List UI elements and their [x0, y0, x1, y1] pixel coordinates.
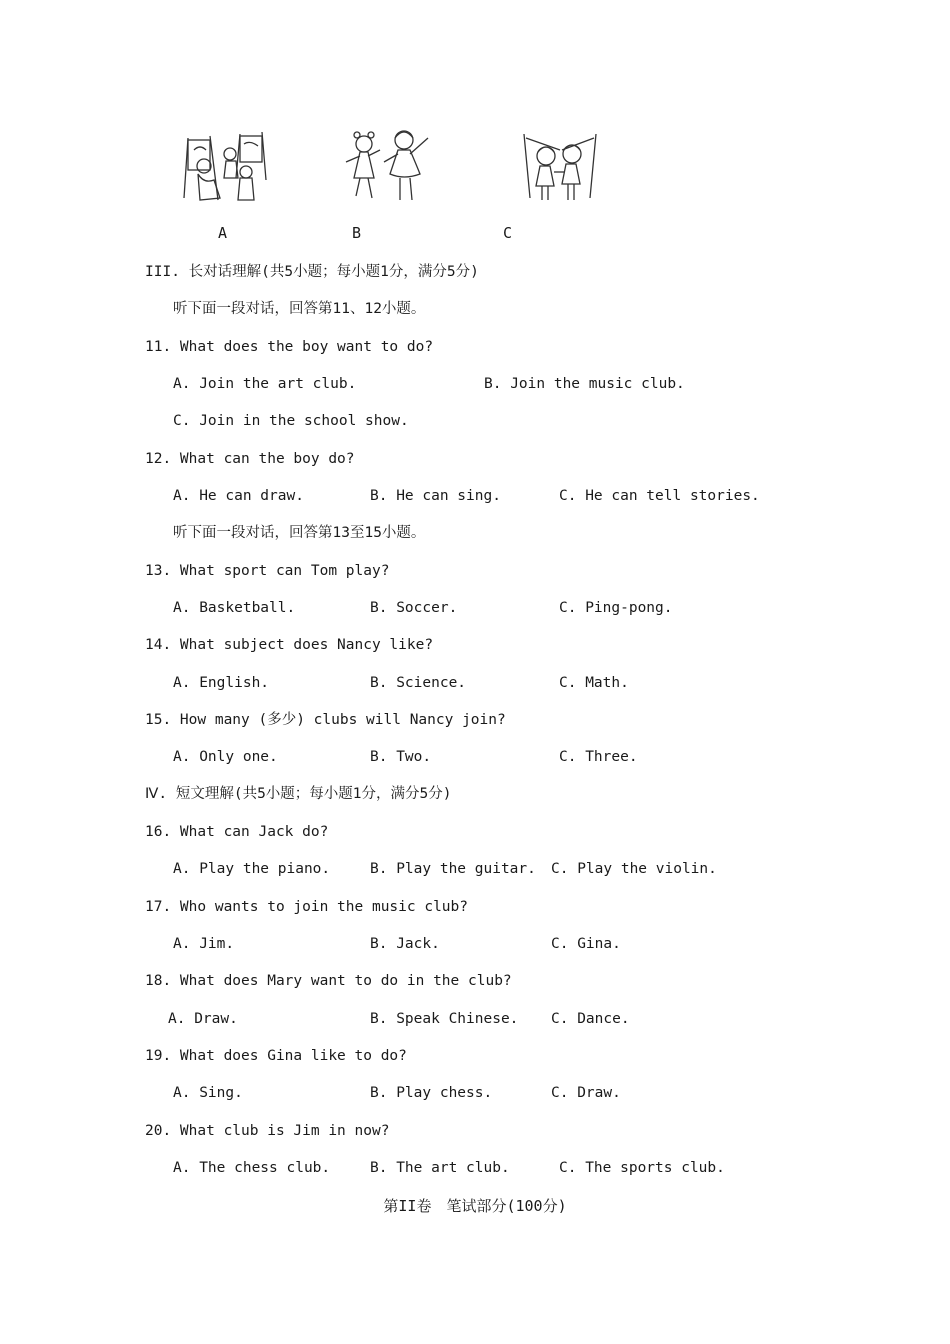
question-13-option-a: A. Basketball. — [173, 600, 296, 616]
question-14-option-c: C. Math. — [559, 675, 629, 691]
question-11-option-c: C. Join in the school show. — [173, 413, 409, 429]
question-14: 14. What subject does Nancy like? — [145, 637, 434, 653]
dancing-children-icon — [340, 128, 440, 208]
question-18: 18. What does Mary want to do in the club? — [145, 973, 512, 989]
question-20-option-a: A. The chess club. — [173, 1160, 331, 1176]
question-20: 20. What club is Jim in now? — [145, 1123, 390, 1139]
section-3-title: III. 长对话理解(共5小题；每小题1分，满分5分) — [145, 264, 479, 280]
question-19: 19. What does Gina like to do? — [145, 1048, 407, 1064]
picture-label-c: C — [503, 224, 513, 242]
singing-children-icon — [520, 128, 600, 208]
question-19-option-c: C. Draw. — [551, 1085, 621, 1101]
question-15-option-a: A. Only one. — [173, 749, 278, 765]
question-14-option-b: B. Science. — [370, 675, 467, 691]
question-12-option-b: B. He can sing. — [370, 488, 501, 504]
picture-options — [0, 128, 950, 208]
section-3-instruction-1: 听下面一段对话，回答第11、12小题。 — [173, 301, 426, 317]
question-13: 13. What sport can Tom play? — [145, 563, 390, 579]
picture-label-b: B — [352, 224, 362, 242]
question-13-option-c: C. Ping-pong. — [559, 600, 673, 616]
question-19-option-a: A. Sing. — [173, 1085, 243, 1101]
question-13-option-b: B. Soccer. — [370, 600, 458, 616]
painting-children-icon — [180, 128, 270, 208]
question-17-option-c: C. Gina. — [551, 936, 621, 952]
question-15-option-c: C. Three. — [559, 749, 638, 765]
question-20-option-c: C. The sports club. — [559, 1160, 725, 1176]
question-11-option-b: B. Join the music club. — [484, 376, 685, 392]
question-12-option-c: C. He can tell stories. — [559, 488, 760, 504]
question-18-option-c: C. Dance. — [551, 1011, 630, 1027]
question-16-option-a: A. Play the piano. — [173, 861, 331, 877]
question-18-option-a: A. Draw. — [168, 1011, 238, 1027]
question-16-option-c: C. Play the violin. — [551, 861, 717, 877]
question-11: 11. What does the boy want to do? — [145, 339, 434, 355]
section-4-title: Ⅳ. 短文理解(共5小题；每小题1分，满分5分) — [145, 786, 452, 802]
question-11-option-a: A. Join the art club. — [173, 376, 357, 392]
question-12-option-a: A. He can draw. — [173, 488, 304, 504]
question-18-option-b: B. Speak Chinese. — [370, 1011, 519, 1027]
question-16-option-b: B. Play the guitar. — [370, 861, 536, 877]
question-17-option-b: B. Jack. — [370, 936, 440, 952]
question-15-option-b: B. Two. — [370, 749, 432, 765]
question-15: 15. How many (多少) clubs will Nancy join? — [145, 712, 506, 728]
question-17-option-a: A. Jim. — [173, 936, 235, 952]
question-19-option-b: B. Play chess. — [370, 1085, 493, 1101]
question-16: 16. What can Jack do? — [145, 824, 329, 840]
question-17: 17. Who wants to join the music club? — [145, 899, 469, 915]
question-14-option-a: A. English. — [173, 675, 270, 691]
section-3-instruction-2: 听下面一段对话，回答第13至15小题。 — [173, 525, 426, 541]
picture-label-a: A — [218, 224, 228, 242]
part-2-title: 第II卷 笔试部分(100分) — [383, 1197, 567, 1215]
question-20-option-b: B. The art club. — [370, 1160, 510, 1176]
question-12: 12. What can the boy do? — [145, 451, 355, 467]
